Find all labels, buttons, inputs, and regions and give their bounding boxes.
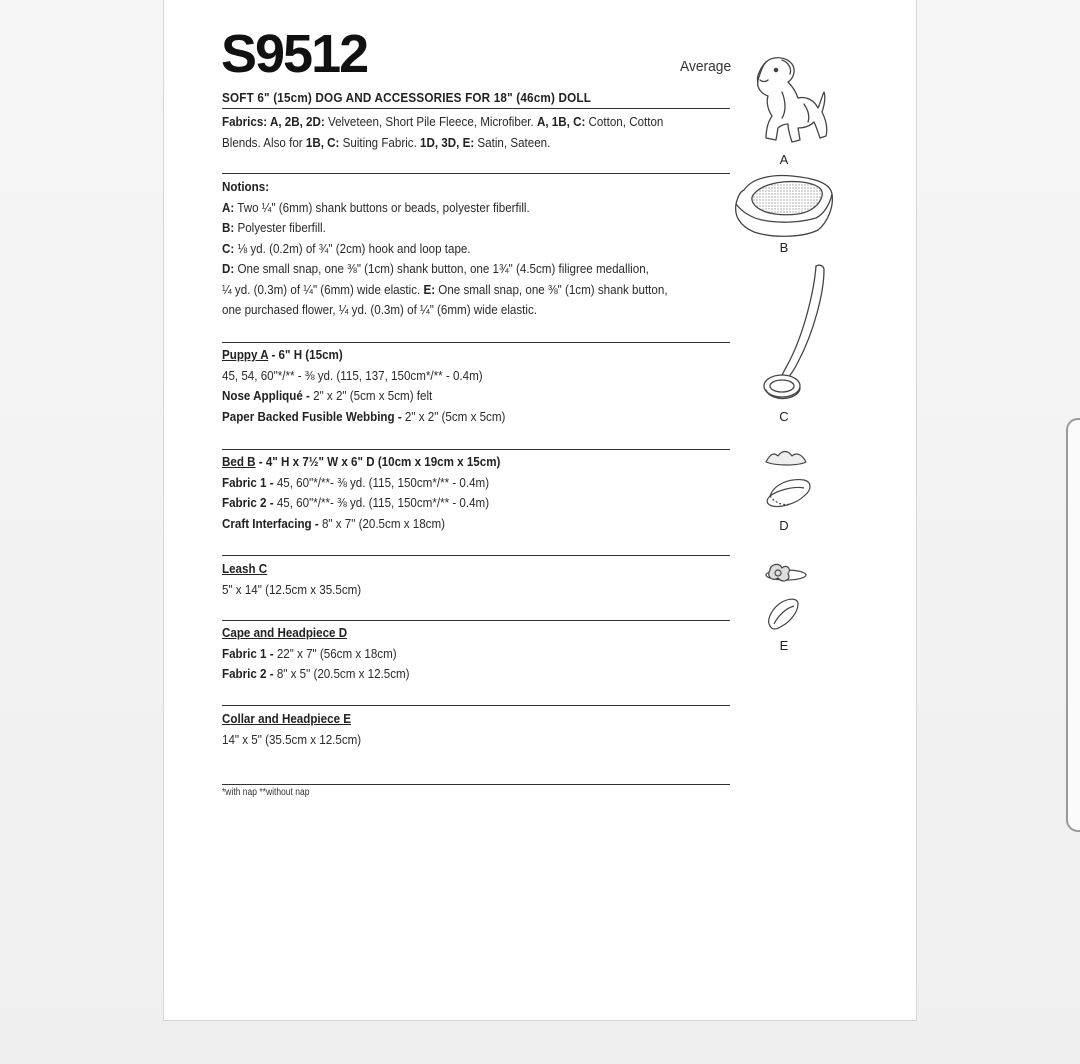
pattern-title: SOFT 6" (15cm) DOG AND ACCESSORIES FOR 18" (46cm) DOLL [222, 90, 592, 105]
notion-text: Two ¼" (6mm) shank buttons or beads, polyester fiberfill. [234, 199, 530, 215]
cape-heading [222, 623, 715, 644]
fabrics-text: Satin, Sateen. [474, 134, 551, 150]
divider [222, 705, 730, 706]
fabrics-text: Cotton, Cotton [585, 114, 664, 129]
section-title: Bed B [222, 454, 256, 469]
scroll-handle[interactable] [1066, 418, 1080, 832]
fabrics-section [222, 112, 715, 153]
nose-applique [222, 386, 715, 407]
item-label: Paper Backed Fusible Webbing - [222, 408, 402, 424]
notion-text: Polyester fiberfill. [234, 220, 326, 235]
section-title: Cape and Headpiece D [222, 625, 348, 640]
notion-text: One small snap, one ⅜" (1cm) shank button, one 1¾" (4.5cm) filigree medallion, [234, 261, 649, 276]
notion-text: ¼ yd. (0.3m) of ¼" (6mm) wide elastic. [222, 281, 424, 297]
notion-e: one purchased flower, ¼ yd. (0.3m) of ¼" (6mm) wide elastic. [222, 302, 538, 317]
section-title: Puppy A [222, 347, 269, 362]
bed-illustration [732, 172, 836, 240]
figure-label-a: A [779, 152, 789, 167]
item-text: 45, 60"*/**- ⅜ yd. (115, 150cm*/** - 0.4m) [273, 474, 490, 490]
bed-fabric-1 [222, 473, 715, 494]
divider [222, 342, 730, 343]
puppy-heading [222, 345, 715, 366]
fabrics-line-2 [222, 133, 715, 154]
puppy-illustration [752, 52, 834, 148]
notion-d [222, 259, 715, 280]
puppy-yardage: 45, 54, 60"*/** - ⅜ yd. (115, 137, 150cm*/** - 0.4m) [222, 367, 483, 383]
pattern-number: S9512 [221, 24, 368, 84]
divider [222, 108, 730, 109]
cape-fabric-1 [222, 644, 715, 665]
item-text: 8" x 7" (20.5cm x 18cm) [318, 515, 445, 531]
craft-interfacing [222, 514, 715, 535]
bed-section [222, 452, 715, 534]
divider [222, 620, 730, 621]
divider [222, 555, 730, 556]
fabrics-text: Blends. Also for [222, 134, 306, 150]
cape-fabric-2 [222, 664, 715, 685]
notions-section [222, 177, 715, 321]
bed-fabric-2 [222, 493, 715, 514]
figure-label-e: E [779, 638, 789, 653]
difficulty-level: Average [680, 58, 732, 75]
fabrics-text: Velveteen, Short Pile Fleece, Microfiber. [324, 114, 537, 129]
item-text: 2" x 2" (5cm x 5cm) [401, 408, 506, 424]
divider [222, 784, 730, 785]
item-label: Fabric 2 - [222, 495, 274, 510]
figure-label-b: B [779, 240, 789, 255]
fabrics-text: Suiting Fabric. [339, 134, 421, 150]
collar-heading [222, 709, 715, 730]
leash-illustration [758, 262, 828, 407]
item-text: 22" x 7" (56cm x 18cm) [273, 645, 397, 661]
item-label: Nose Appliqué - [222, 388, 310, 403]
notion-c [222, 239, 715, 260]
item-text: 2" x 2" (5cm x 5cm) felt [309, 388, 433, 403]
fabrics-label: Fabrics: A, 2B, 2D: [222, 114, 325, 129]
item-label: Fabric 1 - [222, 474, 274, 490]
notion-d-e [222, 280, 715, 301]
fabrics-line-1 [222, 112, 715, 133]
notions-heading: Notions: [222, 179, 270, 194]
fabrics-label: 1D, 3D, E: [420, 134, 475, 150]
divider [222, 173, 730, 174]
fusible-webbing [222, 407, 715, 428]
notion-text: One small snap, one ⅜" (1cm) shank button, [435, 281, 668, 297]
leash-heading [222, 559, 715, 580]
notion-text: ⅛ yd. (0.2m) of ¾" (2cm) hook and loop tape. [234, 240, 471, 256]
collar-size: 14" x 5" (35.5cm x 12.5cm) [222, 731, 362, 747]
notion-label: A: [222, 199, 235, 215]
puppy-section [222, 345, 715, 427]
divider [222, 449, 730, 450]
notion-label: E: [423, 281, 436, 297]
collar-headpiece-illustration [762, 560, 812, 636]
bed-heading [222, 452, 715, 473]
item-text: 45, 60"*/**- ⅜ yd. (115, 150cm*/** - 0.4m) [273, 495, 490, 510]
leash-section [222, 559, 715, 600]
notion-a [222, 198, 715, 219]
fabrics-label: A, 1B, C: [536, 114, 586, 129]
notion-label: D: [222, 261, 235, 276]
section-title: Collar and Headpiece E [222, 711, 351, 726]
section-size: - 4" H x 7½" W x 6" D (10cm x 19cm x 15cm) [255, 454, 501, 469]
section-title: Leash C [222, 561, 268, 576]
item-text: 8" x 5" (20.5cm x 12.5cm) [273, 666, 410, 681]
cape-section [222, 623, 715, 685]
section-size: - 6" H (15cm) [268, 347, 343, 362]
item-label: Craft Interfacing - [222, 515, 319, 531]
notion-label: B: [222, 220, 235, 235]
footnote: *with nap **without nap [222, 787, 310, 798]
fabrics-label: 1B, C: [305, 134, 340, 150]
cape-headpiece-illustration [760, 446, 814, 514]
leash-size: 5" x 14" (12.5cm x 35.5cm) [222, 581, 362, 597]
collar-section [222, 709, 715, 750]
notion-label: C: [222, 240, 235, 256]
item-label: Fabric 2 - [222, 666, 274, 681]
figure-label-c: C [779, 409, 789, 424]
figure-label-d: D [779, 518, 789, 533]
notion-b [222, 218, 715, 239]
item-label: Fabric 1 - [222, 645, 274, 661]
